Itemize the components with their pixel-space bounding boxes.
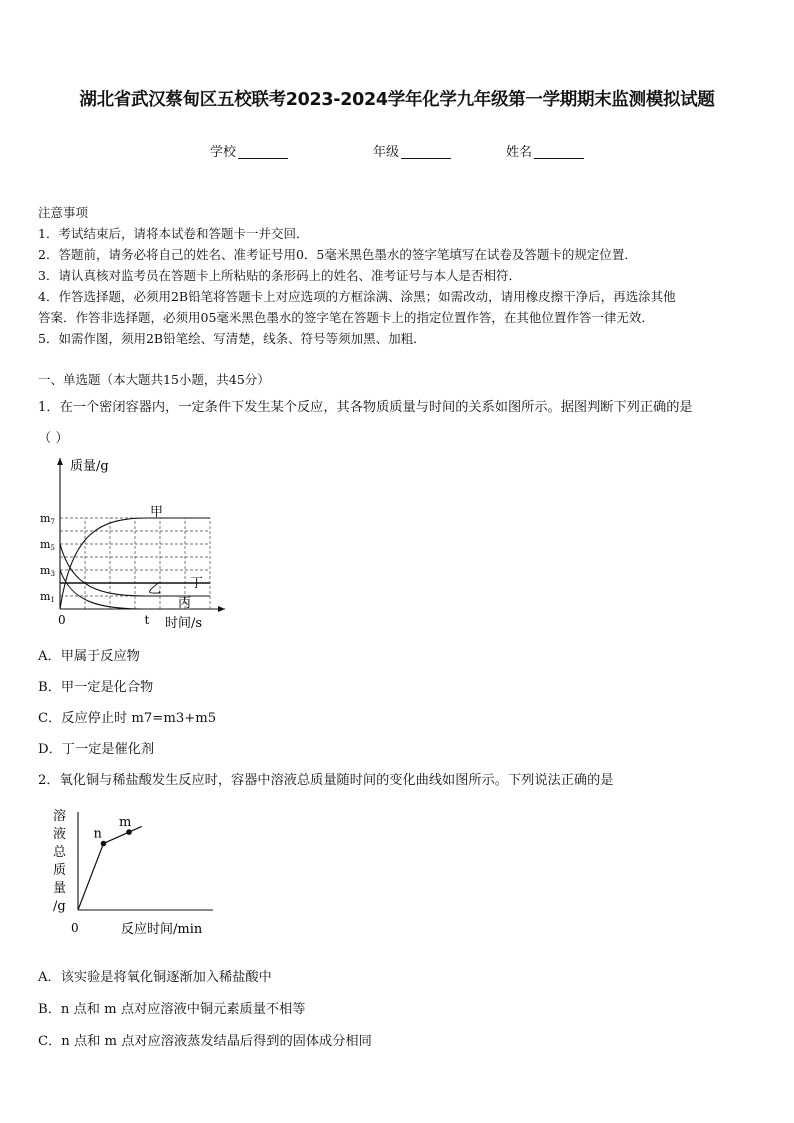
school-blank[interactable] (238, 145, 288, 159)
q2-point-m (126, 829, 132, 835)
q2-y-axis-label-char: 液 (53, 827, 67, 842)
q1-series-label: 丁 (190, 576, 204, 591)
name-blank[interactable] (534, 145, 584, 159)
q2-series (78, 826, 142, 910)
q1-series-label: 甲 (150, 505, 164, 520)
grade-field[interactable] (373, 141, 451, 160)
q2-y-axis-label-char: /g (53, 899, 66, 914)
note-item: 3．请认真核对监考员在答题卡上所粘贴的条形码上的姓名、准考证号与本人是否相符． (38, 268, 521, 283)
q1-x-tick-label: t (144, 613, 150, 627)
q1-chart (30, 450, 240, 635)
q1-x-arrow (218, 606, 225, 612)
q1-option-a[interactable]: A．甲属于反应物 (38, 649, 140, 664)
q1-y-tick-label: m7 (40, 512, 55, 526)
school-field[interactable] (210, 141, 288, 160)
q1-y-tick-label: m3 (40, 564, 55, 578)
page-title: 湖北省武汉蔡甸区五校联考2023-2024学年化学九年级第一学期期末监测模拟试题 (79, 90, 715, 110)
note-item: 1．考试结束后，请将本试卷和答题卡一并交回． (38, 226, 309, 241)
q2-y-axis-label-char: 质 (53, 863, 67, 878)
note-item: 5．如需作图，须用2B铅笔绘、写清楚，线条、符号等须加黑、加粗． (38, 331, 426, 346)
q1-stem: 1．在一个密闭容器内，一定条件下发生某个反应，其各物质质量与时间的关系如图所示。据图判断下列正确的是 (38, 400, 693, 415)
q2-option-a[interactable]: A．该实验是将氧化铜逐渐加入稀盐酸中 (38, 970, 272, 985)
q2-point-n (101, 841, 107, 847)
q1-labels (40, 459, 203, 631)
q1-series-label: 乙 (148, 582, 162, 597)
note-item: 2．答题前，请务必将自己的姓名、准考证号用0．5毫米黑色墨水的签字笔填写在试卷及答题卡的规定位置． (38, 247, 637, 262)
notes-heading: 注意事项 (38, 205, 89, 220)
q2-x-axis-label: 反应时间/min (121, 922, 203, 937)
q2-y-axis-label-char: 总 (53, 845, 67, 860)
q2-option-b[interactable]: B．n 点和 m 点对应溶液中铜元素质量不相等 (38, 1002, 306, 1017)
q1-origin-label: 0 (58, 613, 66, 627)
grade-label: 年级 (373, 145, 400, 160)
q2-option-c[interactable]: C．n 点和 m 点对应溶液蒸发结晶后得到的固体成分相同 (38, 1034, 372, 1049)
q2-labels (53, 808, 203, 937)
q1-x-axis-label: 时间/s (165, 616, 203, 631)
school-label: 学校 (210, 145, 237, 160)
q1-series-label: 丙 (178, 596, 192, 611)
q1-option-b[interactable]: B．甲一定是化合物 (38, 680, 154, 695)
note-item: 答案．作答非选择题，必须用05毫米黑色墨水的签字笔在答题卡上的指定位置作答，在其他位置作答一律无效． (38, 310, 654, 325)
q2-origin-label: 0 (71, 921, 79, 935)
q1-option-c[interactable]: C．反应停止时 m7=m3+m5 (38, 711, 217, 726)
name-label: 姓名 (506, 145, 533, 160)
q2-point-label: m (119, 815, 132, 831)
q1-option-d[interactable]: D．丁一定是催化剂 (38, 742, 155, 757)
q1-stem-paren: （ ） (38, 431, 69, 446)
q2-stem: 2．氧化铜与稀盐酸发生反应时，容器中溶液总质量随时间的变化曲线如图所示。下列说法正确的是 (38, 773, 614, 788)
q2-chart (45, 800, 220, 940)
q1-y-axis-label: 质量/g (70, 459, 109, 474)
q1-y-tick-label: m5 (40, 538, 55, 552)
q2-point-label: n (93, 826, 102, 842)
section-heading: 一、单选题（本大题共15小题，共45分） (38, 372, 270, 387)
grade-blank[interactable] (401, 145, 451, 159)
q1-y-arrow (57, 458, 63, 465)
q2-curve (78, 826, 142, 910)
q2-y-axis-label-char: 量 (53, 881, 67, 896)
q1-y-tick-label: m1 (40, 590, 55, 604)
name-field[interactable] (506, 141, 584, 160)
q2-y-axis-label-char: 溶 (53, 809, 67, 824)
note-item: 4．作答选择题，必须用2B铅笔将答题卡上对应选项的方框涂满、涂黑；如需改动，请用橡皮擦干净后，再选涂其他 (38, 289, 676, 304)
